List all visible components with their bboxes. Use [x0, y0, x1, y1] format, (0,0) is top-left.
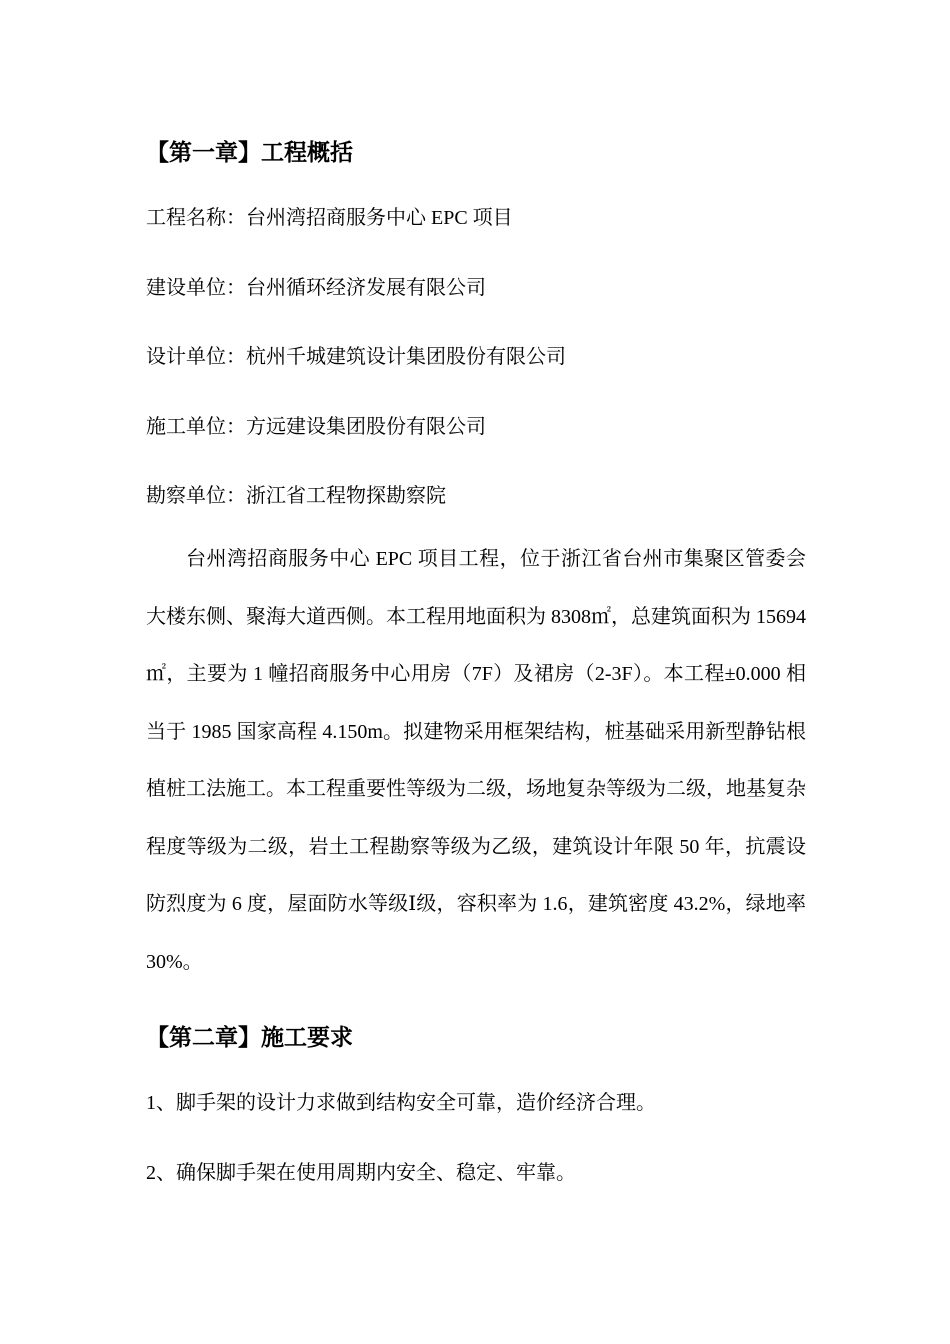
project-name-line: 工程名称：台州湾招商服务中心 EPC 项目 [146, 207, 513, 229]
surveyor-line: 勘察单位：浙江省工程物探勘察院 [146, 485, 446, 507]
chapter-2-heading: 【第二章】施工要求 [146, 1025, 353, 1051]
designer-line: 设计单位：杭州千城建筑设计集团股份有限公司 [146, 346, 566, 368]
chapter-1-heading: 【第一章】工程概括 [146, 140, 353, 166]
document-content [146, 130, 806, 1190]
requirement-item-2: 2、确保脚手架在使用周期内安全、稳定、牢靠。 [146, 1161, 576, 1184]
project-overview-paragraph: 台州湾招商服务中心 EPC 项目工程，位于浙江省台州市集聚区管委会大楼东侧、聚海大道西侧。本工程用地面积为 8308㎡，总建筑面积为 15694㎡，主要为 1 幢招商服务中心用房（7F）及裙房（2-3F）。本工程±0.000 相当于 1985 国家高程 4.150m。拟建物采用框架结构，桩基础采用新型静钻根植桩工法施工。本工程重要性等级为二级，场地复杂等级为二级，地基复杂程度等级为二级，岩土工程勘察等级为乙级，建筑设计年限 50 年，抗震设防烈度为 6 度，屋面防水等级Ⅰ级，容积率为 1.6，建筑密度 43.2%，绿地率 30%。 [146, 548, 806, 973]
contractor-line: 施工单位：方远建设集团股份有限公司 [146, 415, 486, 438]
requirement-item-1: 1、脚手架的设计力求做到结构安全可靠，造价经济合理。 [146, 1092, 656, 1114]
owner-line: 建设单位：台州循环经济发展有限公司 [146, 276, 486, 299]
